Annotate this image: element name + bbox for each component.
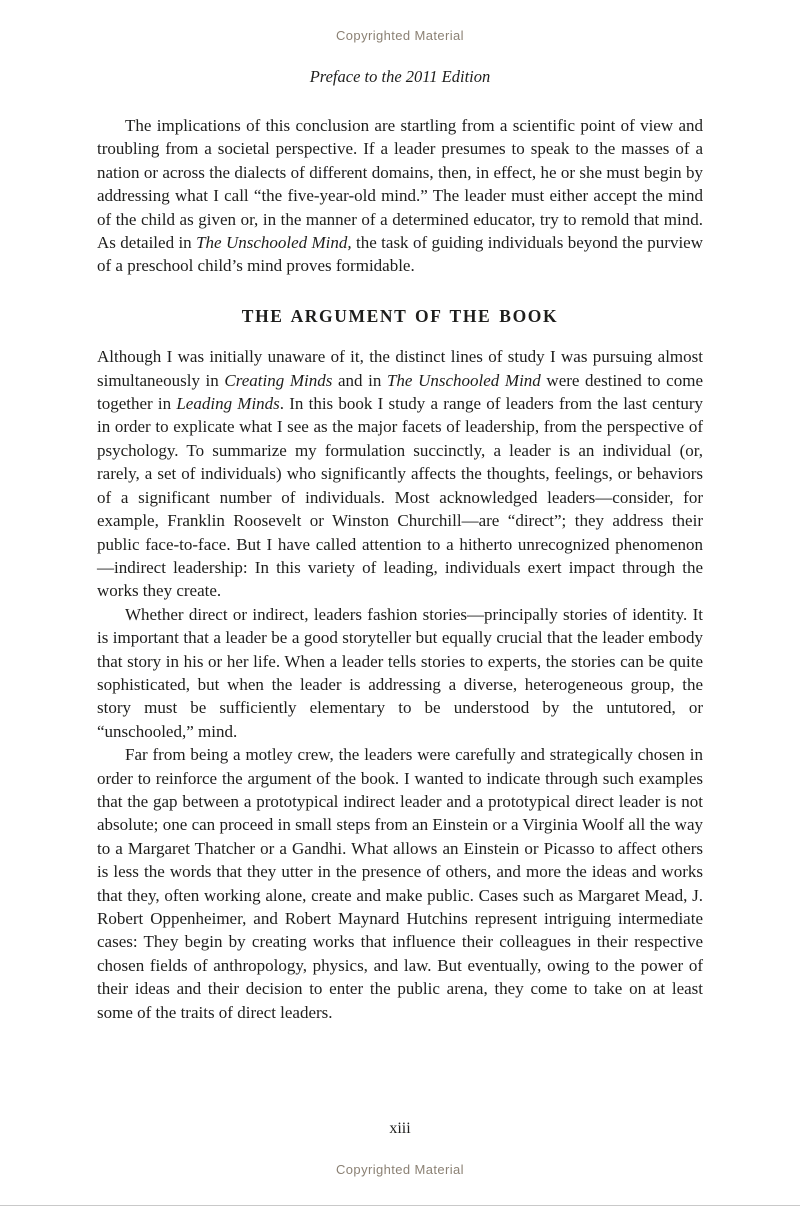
text-run: were destined to come together in [97, 370, 703, 414]
page-number: xiii [389, 1120, 411, 1137]
text-run: and in [332, 370, 387, 390]
book-title-italic: Leading Minds [176, 394, 280, 414]
book-title-italic: The Unschooled Mind, [196, 233, 352, 253]
book-title-italic: Creating Minds [224, 370, 333, 390]
text-run: Far from being a motley crew, the leaders were carefully and strategically chosen in order to reinforce the argument of the book. I wanted to indicate through such examples that the gap between a prototypical indirect leader and a prototypical direct leader is not absolute; one can proceed in small steps from an Einstein or a Virginia Woolf all the way to a Margaret Thatcher or a Gandhi. What allows an Einstein or Picasso to affect others is less the words that they utter in the presence of others, and more the ideas and works that they, often working alone, create and make public. Cases such as Margaret Mead, J. Robert Oppenheimer, and Robert Maynard Hutchins represent intriguing intermediate cases: They begin by creating works that influence their colleagues in their respective chosen fields of anthropology, physics, and law. But eventually, owing to the power of their ideas and their decision to enter the public arena, they come to take on at least some of the traits of direct leaders. [97, 745, 703, 1022]
text-run: . In this book I study a range of leaders from the last century in order to explicate what I see as the major facets of leadership, from the perspective of psychology. To summarize my formulation succinctly, a leader is an individual (or, rarely, a set of individuals) who significantly affects the thoughts, feelings, or behaviors of a significant number of individuals. Most acknowledged leaders—consider, for example, Franklin Roosevelt or Winston Churchill—are “direct”; they address their public face-to-face. But I have called attention to a hitherto unrecognized phenomenon—indirect leadership: In this variety of leading, individuals exert impact through the works they create. [97, 394, 703, 601]
copyright-notice-top: Copyrighted Material [336, 28, 464, 43]
section-heading: THE ARGUMENT OF THE BOOK [241, 305, 559, 326]
text-run: Although I was initially unaware of it, the distinct lines of study I was pursuing almost simultaneously in [97, 347, 703, 390]
book-title-italic: The Unschooled Mind [386, 370, 541, 390]
text-run: The implications of this conclusion are startling from a scientific point of view and troubling from a societal perspective. If a leader presumes to speak to the masses of a nation or across the dialects of different domains, then, in effect, he or she must begin by addressing what I call “the five-year-old mind.” The leader must either accept the mind of the child as given or, in the manner of a determined educator, try to remold that mind. As detailed in [97, 116, 703, 253]
paragraph [97, 743, 703, 1024]
paragraph [97, 603, 703, 743]
text-run: Whether direct or indirect, leaders fashion stories—principally stories of identity. It is important that a leader be a good storyteller but equally crucial that the leader embody that story in his or her life. When a leader tells stories to experts, the stories can be quite sophisticated, but when the leader is addressing a diverse, heterogeneous group, the story must be sufficiently elementary to be understood by the untutored, or “unschooled,” mind. [97, 604, 703, 741]
paragraph [97, 345, 703, 602]
paragraph [97, 114, 703, 278]
text-run: the task of guiding individuals beyond the purview of a preschool child’s mind proves formidable. [97, 233, 704, 276]
body-text [97, 114, 703, 1024]
preface-title: Preface to the 2011 Edition [309, 67, 491, 86]
copyright-notice-bottom: Copyrighted Material [336, 1162, 464, 1177]
